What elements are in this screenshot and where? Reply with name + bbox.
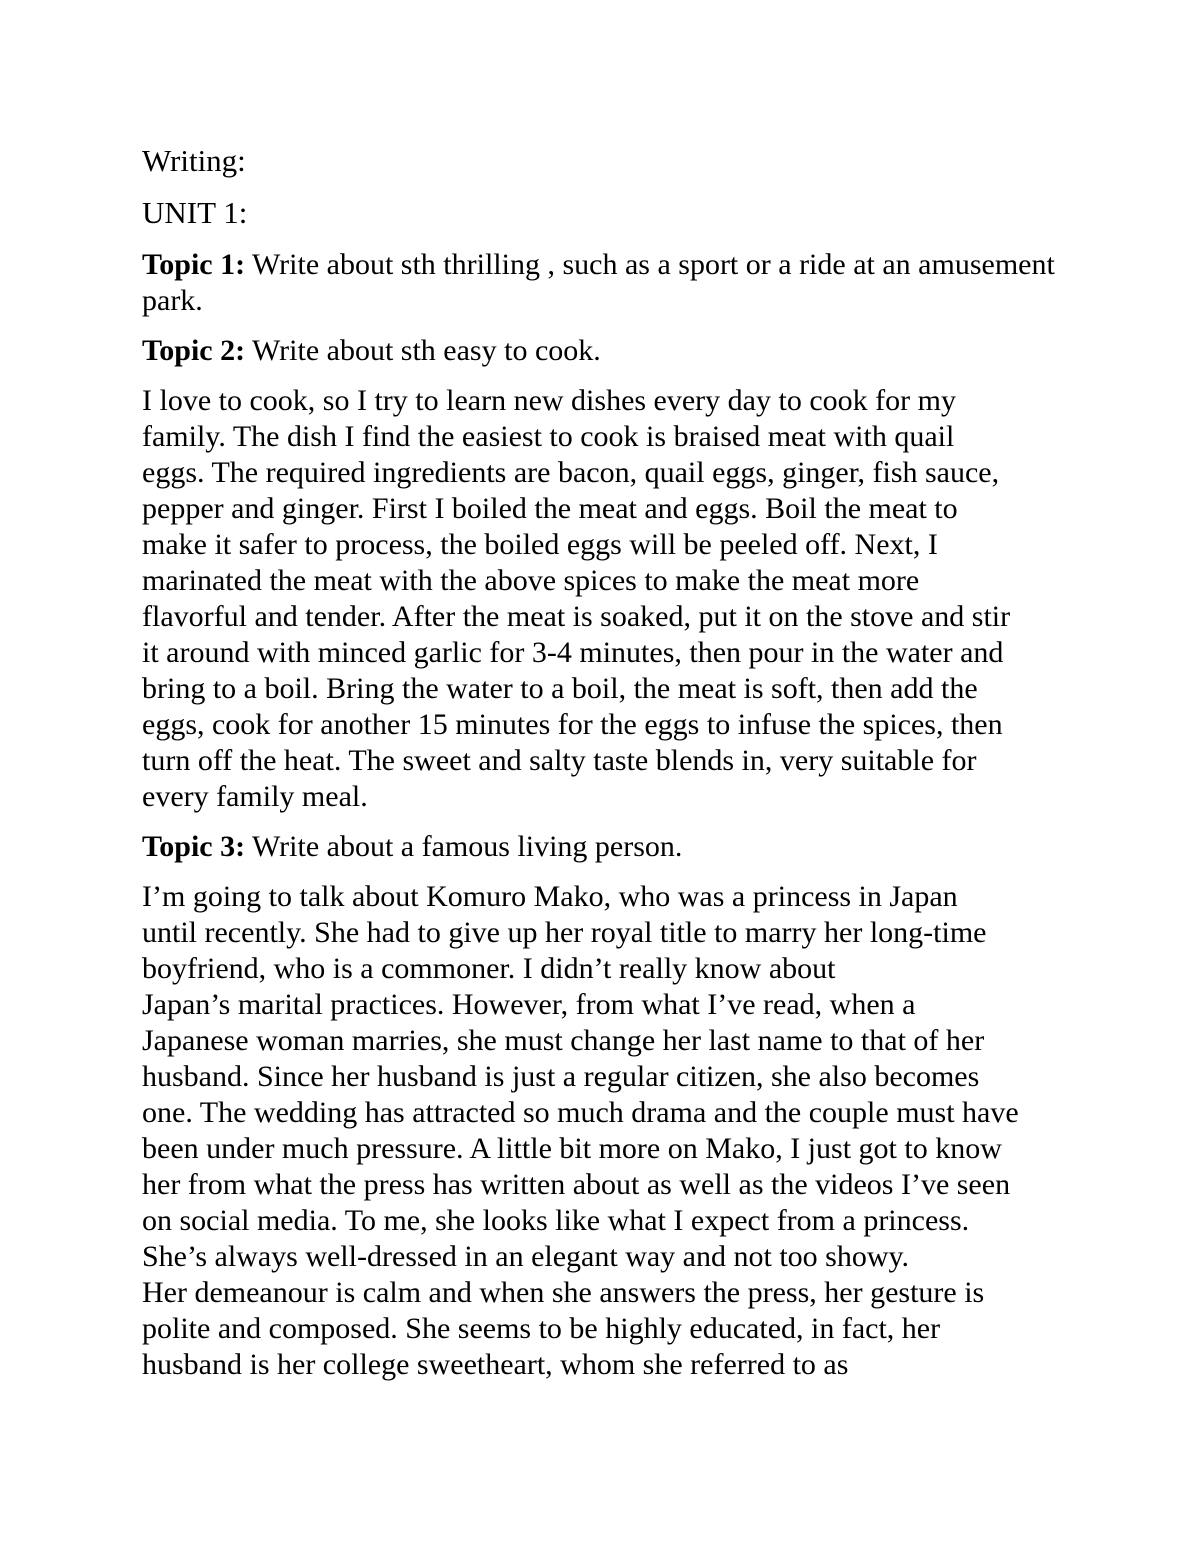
document-body bbox=[142, 143, 1072, 1397]
unit-heading: UNIT 1: bbox=[142, 195, 248, 230]
topic-2-prompt: Write about sth easy to cook. bbox=[245, 334, 601, 367]
topic-2-label: Topic 2: bbox=[142, 334, 246, 367]
topic-1-prompt: Write about sth thrilling , such as a sport or a ride at an amusement park. bbox=[142, 248, 1055, 317]
topic-3-label: Topic 3: bbox=[142, 830, 246, 863]
topic-3-prompt: Write about a famous living person. bbox=[245, 830, 683, 863]
document-title: Writing: bbox=[142, 143, 246, 178]
topic-1 bbox=[142, 247, 1072, 319]
topic-3 bbox=[142, 829, 1072, 865]
topic-3-essay: I’m going to talk about Komuro Mako, who was a princess in Japan until recently. She had to give up her royal title to marry her long-time boyfriend, who is a commoner. I didn’t really know about Japan’s marital practices. However, from what I’ve read, when a Japanese woman marries, she must change her last name to that of her husband. Since her husband is just a regular citizen, she also becomes one. The wedding has attracted so much drama and the couple must have been under much pressure. A little bit more on Mako, I just got to know her from what the press has written about as well as the videos I’ve seen on social media. To me, she looks like what I expect from a princess. She’s always well-dressed in an elegant way and not too showy. Her demeanour is calm and when she answers the press, her gesture is polite and composed. She seems to be highly educated, in fact, her husband is her college sweetheart, whom she referred to as bbox=[142, 880, 1019, 1381]
topic-1-label: Topic 1: bbox=[142, 248, 246, 281]
topic-2 bbox=[142, 333, 1072, 369]
topic-2-essay: I love to cook, so I try to learn new dishes every day to cook for my family. The dish I find the easiest to cook is braised meat with quail eggs. The required ingredients are bacon, quail eggs, ginger, fish sauce, pepper and ginger. First I boiled the meat and eggs. Boil the meat to make it safer to process, the boiled eggs will be peeled off. Next, I marinated the meat with the above spices to make the meat more flavorful and tender. After the meat is soaked, put it on the stove and stir it around with minced garlic for 3-4 minutes, then pour in the water and bring to a boil. Bring the water to a boil, the meat is soft, then add the eggs, cook for another 15 minutes for the eggs to infuse the spices, then turn off the heat. The sweet and salty taste blends in, very suitable for every family meal. bbox=[142, 384, 1011, 813]
